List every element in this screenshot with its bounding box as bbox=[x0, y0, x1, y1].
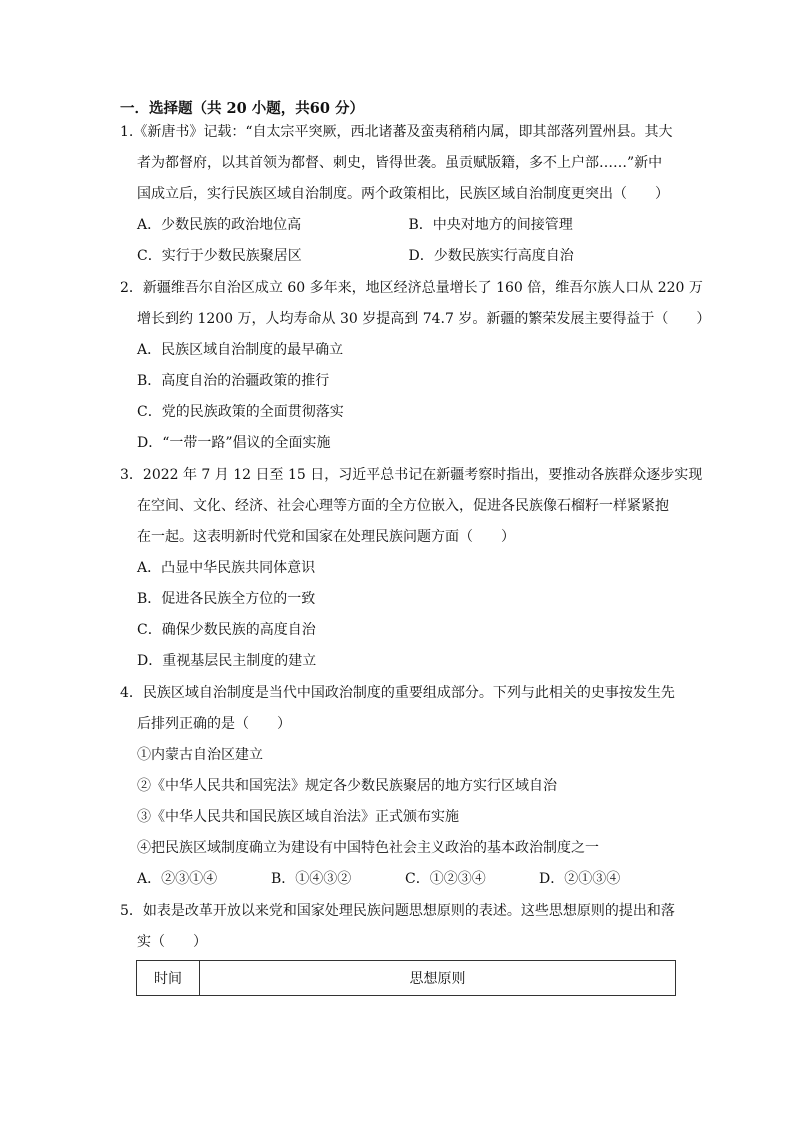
question-4 bbox=[120, 678, 680, 895]
question-text-line: 者为都督府，以其首领为都督、刺史，皆得世袭。虽贡赋版籍，多不上户部……”新中 bbox=[137, 155, 663, 171]
option-d[interactable]: D．②①③④ bbox=[539, 871, 621, 887]
question-text-line: 在一起。这表明新时代党和国家在处理民族问题方面（ ） bbox=[137, 529, 515, 545]
principles-table bbox=[136, 960, 676, 996]
event-item: ②《中华人民共和国宪法》规定各少数民族聚居的地方实行区域自治 bbox=[137, 778, 557, 794]
question-text-line: 2．新疆维吾尔自治区成立 60 多年来，地区经济总量增长了 160 倍，维吾尔族人口从 220 万 bbox=[120, 280, 703, 296]
option-b[interactable]: B．高度自治的治疆政策的推行 bbox=[137, 373, 330, 389]
option-b[interactable]: B．中央对地方的间接管理 bbox=[408, 217, 573, 233]
option-row bbox=[120, 241, 680, 272]
question-text-line: 1.《新唐书》记载：“自太宗平突厥，西北诸蕃及蛮夷稍稍内属，即其部落列置州县。其大 bbox=[120, 124, 673, 140]
option-a[interactable]: A．凸显中华民族共同体意识 bbox=[137, 560, 316, 576]
section-title: 一．选择题（共 20 小题，共60 分） bbox=[120, 100, 364, 117]
question-1 bbox=[120, 117, 680, 272]
question-2 bbox=[120, 273, 711, 459]
question-text-line: 后排列正确的是（ ） bbox=[137, 716, 291, 732]
event-item: ④把民族区域制度确立为建设有中国特色社会主义政治的基本政治制度之一 bbox=[137, 840, 599, 856]
option-d[interactable]: D．少数民族实行高度自治 bbox=[408, 248, 574, 264]
option-c[interactable]: C．①②③④ bbox=[405, 871, 486, 887]
question-text-line: 3．2022 年 7 月 12 日至 15 日，习近平总书记在新疆考察时指出，要推动各族群众逐步实现 bbox=[120, 467, 703, 483]
option-a[interactable]: A．②③①④ bbox=[137, 871, 218, 887]
event-item: ①内蒙古自治区建立 bbox=[137, 747, 263, 763]
question-text-line: 5．如表是改革开放以来党和国家处理民族问题思想原则的表述。这些思想原则的提出和落 bbox=[120, 903, 675, 919]
question-text-line: 在空间、文化、经济、社会心理等方面的全方位嵌入，促进各民族像石榴籽一样紧紧抱 bbox=[137, 498, 669, 514]
question-text-line: 增长到约 1200 万，人均寿命从 30 岁提高到 74.7 岁。新疆的繁荣发展主要得益于（ ） bbox=[137, 311, 711, 327]
option-b[interactable]: B．促进各民族全方位的一致 bbox=[137, 591, 316, 607]
table-header-principle: 思想原则 bbox=[200, 961, 676, 996]
question-text-line: 4．民族区域自治制度是当代中国政治制度的重要组成部分。下列与此相关的史事按发生先 bbox=[120, 685, 675, 701]
question-text-line: 国成立后，实行民族区域自治制度。两个政策相比，民族区域自治制度更突出（ ） bbox=[137, 186, 669, 202]
question-5 bbox=[120, 896, 680, 958]
question-text-line: 实（ ） bbox=[137, 934, 207, 950]
option-d[interactable]: D．重视基层民主制度的建立 bbox=[137, 653, 317, 669]
option-row bbox=[120, 864, 680, 895]
option-c[interactable]: C．确保少数民族的高度自治 bbox=[137, 622, 316, 638]
option-a[interactable]: A．少数民族的政治地位高 bbox=[137, 217, 302, 233]
event-item: ③《中华人民共和国民族区域自治法》正式颁布实施 bbox=[137, 809, 459, 825]
table-header-row bbox=[137, 961, 676, 996]
option-b[interactable]: B．①④③② bbox=[271, 871, 352, 887]
option-a[interactable]: A．民族区域自治制度的最早确立 bbox=[137, 342, 344, 358]
option-c[interactable]: C．党的民族政策的全面贯彻落实 bbox=[137, 404, 344, 420]
option-row bbox=[120, 210, 680, 241]
option-d[interactable]: D．“一带一路”倡议的全面实施 bbox=[137, 435, 331, 451]
question-3 bbox=[120, 460, 703, 677]
table-header-time: 时间 bbox=[137, 961, 200, 996]
option-c[interactable]: C．实行于少数民族聚居区 bbox=[137, 248, 302, 264]
